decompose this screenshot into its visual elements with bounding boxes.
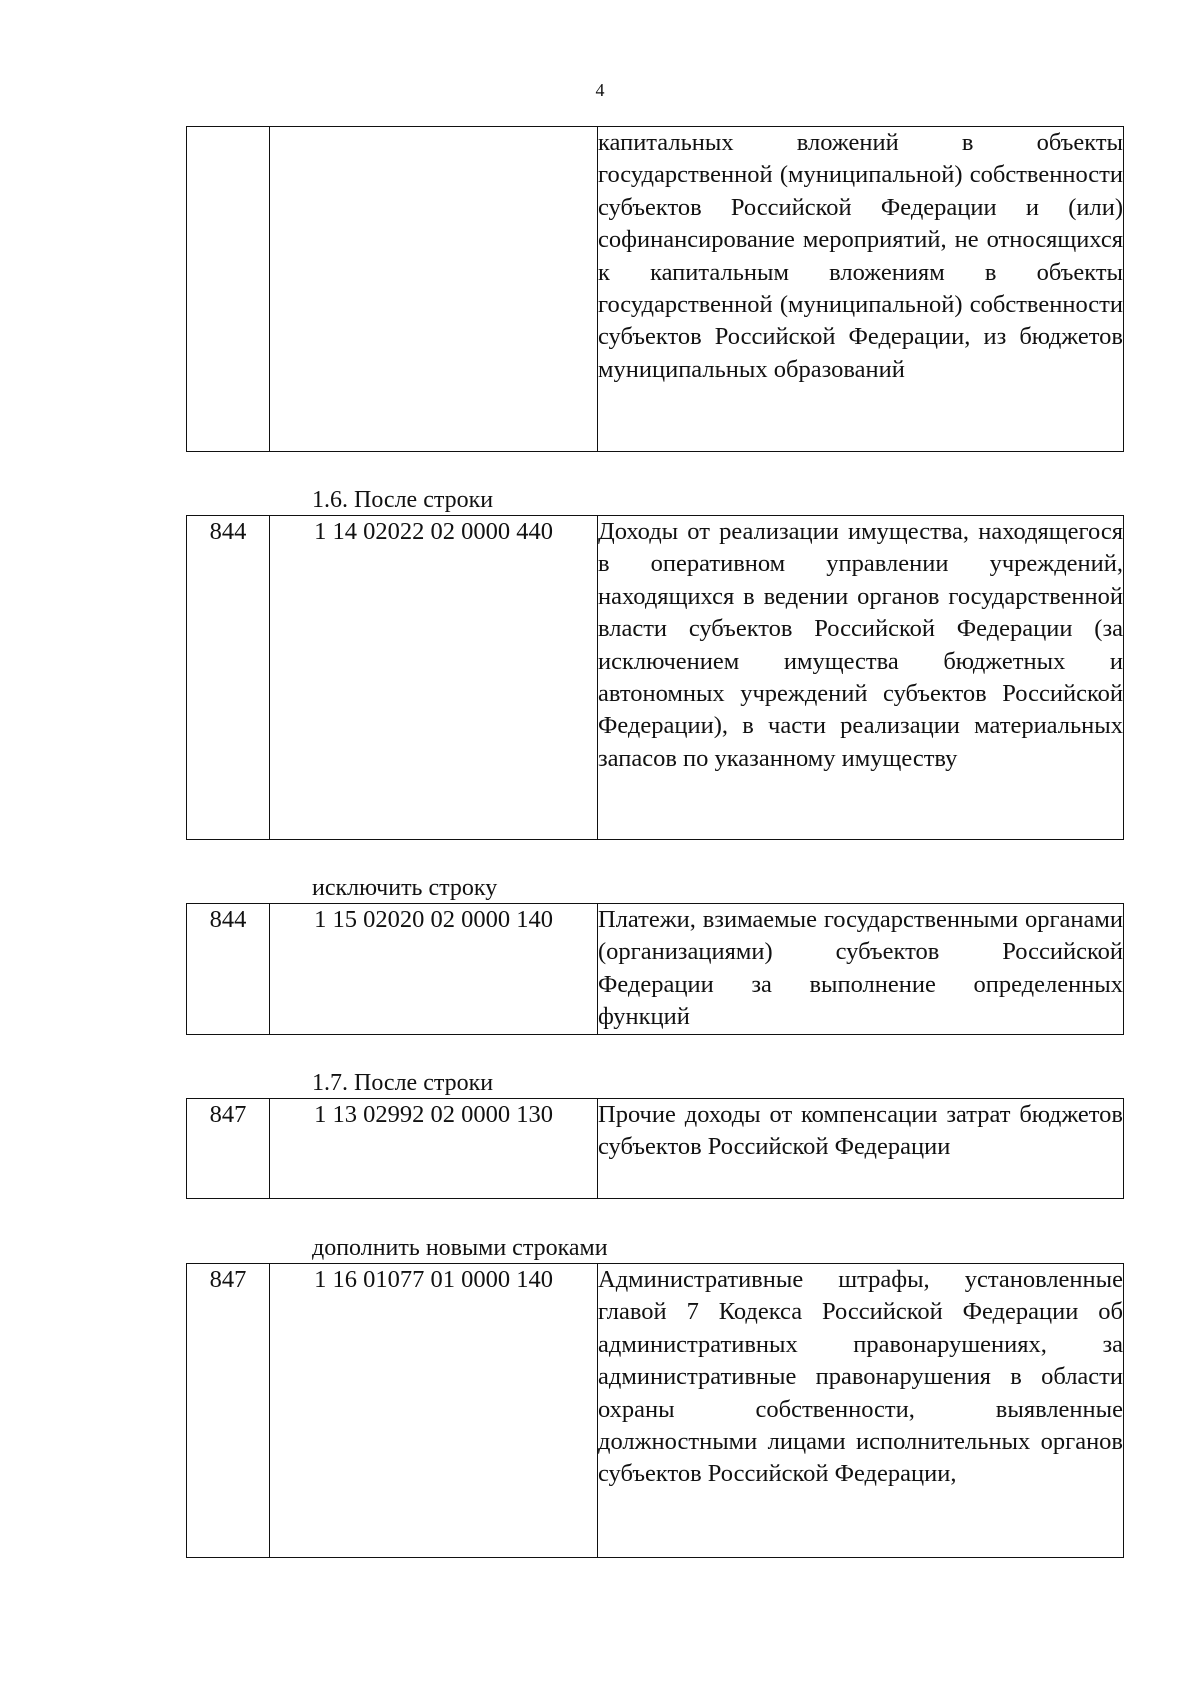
section-caption: 1.6. После строки xyxy=(312,487,494,513)
section-exclude-row xyxy=(186,873,1124,1035)
table-continuation xyxy=(186,126,1124,452)
budget-code-table xyxy=(186,903,1124,1035)
section-caption: 1.7. После строки xyxy=(312,1070,494,1096)
admin-code-cell: 844 xyxy=(187,904,270,1035)
description-cell xyxy=(598,127,1124,452)
row-description: Платежи, взимаемые государственными органами (организациями) субъектов Российской Федерации за выполнение определенных функций xyxy=(598,906,1123,1031)
budget-code-table xyxy=(186,1263,1124,1558)
row-description: Административные штрафы, установленные главой 7 Кодекса Российской Федерации об административных правонарушениях, за административные правонарушения в области охраны собственности, выявленные должностными лицами исполнительных органов субъектов Российской Федерации, xyxy=(598,1266,1123,1488)
admin-code-cell: 847 xyxy=(187,1099,270,1199)
table-row xyxy=(187,127,1124,452)
table-row xyxy=(187,1264,1124,1558)
budget-code-table xyxy=(186,1098,1124,1199)
table-row xyxy=(187,904,1124,1035)
budget-code-table xyxy=(186,515,1124,840)
kbk-code-cell: 1 13 02992 02 0000 130 xyxy=(270,1099,598,1199)
section-caption: исключить строку xyxy=(312,875,498,901)
section-caption: дополнить новыми строками xyxy=(312,1235,608,1261)
row-description: Прочие доходы от компенсации затрат бюджетов субъектов Российской Федерации xyxy=(598,1101,1123,1161)
kbk-code-cell xyxy=(270,127,598,452)
description-cell xyxy=(598,1099,1124,1199)
description-cell xyxy=(598,1264,1124,1558)
table-row xyxy=(187,1099,1124,1199)
kbk-code-cell: 1 15 02020 02 0000 140 xyxy=(270,904,598,1035)
kbk-code-cell: 1 14 02022 02 0000 440 xyxy=(270,516,598,840)
row-description: капитальных вложений в объекты государственной (муниципальной) собственности субъектов Российской Федерации и (или) софинансирование мероприятий, не относящихся к капитальным вложениям в объекты государственной (муниципальной) собственности субъектов Российской Федерации, из бюджетов муниципальных образований xyxy=(598,129,1123,383)
admin-code-cell: 847 xyxy=(187,1264,270,1558)
budget-code-table xyxy=(186,126,1124,452)
table-row xyxy=(187,516,1124,840)
row-description: Доходы от реализации имущества, находящегося в оперативном управлении учреждений, находящихся в ведении органов государственной власти субъектов Российской Федерации (за исключением имущества бюджетных и автономных учреждений субъектов Российской Федерации), в части реализации материальных запасов по указанному имуществу xyxy=(598,518,1123,772)
admin-code-cell: 844 xyxy=(187,516,270,840)
section-1-7 xyxy=(186,1068,1124,1199)
section-add-rows xyxy=(186,1233,1124,1558)
admin-code-cell xyxy=(187,127,270,452)
description-cell xyxy=(598,516,1124,840)
kbk-code-cell: 1 16 01077 01 0000 140 xyxy=(270,1264,598,1558)
page-number: 4 xyxy=(595,80,605,100)
description-cell xyxy=(598,904,1124,1035)
section-1-6 xyxy=(186,485,1124,840)
